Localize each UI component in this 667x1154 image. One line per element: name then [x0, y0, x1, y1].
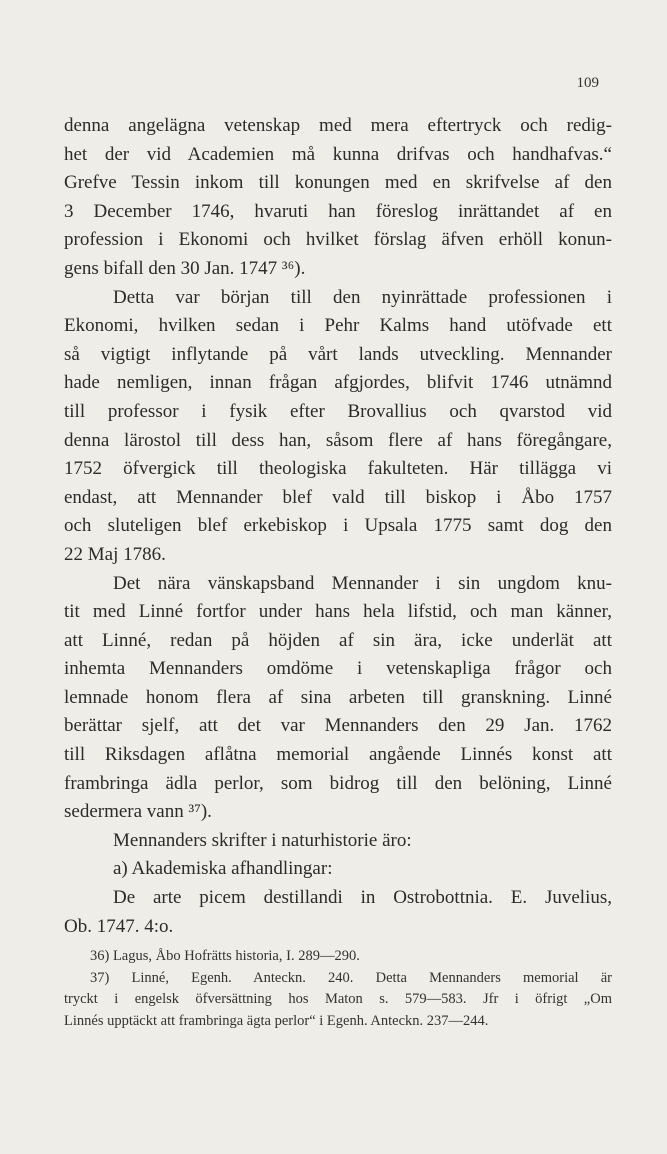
text-line: Ekonomi, hvilken sedan i Pehr Kalms hand utöfvade ett: [64, 315, 612, 337]
page-number: 109: [576, 75, 599, 91]
section-heading: Mennanders skrifter i naturhistorie äro:: [113, 829, 412, 851]
text-line: 22 Maj 1786.: [64, 543, 166, 565]
footnote-line: 36) Lagus, Åbo Hofrätts historia, I. 289—290.: [90, 948, 360, 964]
footnote-line: Linnés upptäckt att frambringa ägta perlor“ i Egenh. Anteckn. 237—244.: [64, 1012, 489, 1029]
text-line: endast, att Mennander blef vald till biskop i Åbo 1757: [64, 486, 612, 508]
footnote-line: 37) Linné, Egenh. Anteckn. 240. Detta Mennanders memorial är: [90, 969, 612, 986]
text-line: så vigtigt inflytande på vårt lands utveckling. Mennander: [64, 343, 612, 365]
text-line: denna angelägna vetenskap med mera eftertryck och redig-: [64, 115, 612, 136]
text-line: till Riksdagen aflåtna memorial angående Linnés konst att: [64, 744, 612, 766]
text-line: 3 December 1746, hvaruti han föreslog inrättandet af en: [64, 200, 612, 222]
text-line: het der vid Academien må kunna drifvas och handhafvas.“: [64, 143, 612, 165]
footnotes: [64, 946, 612, 1032]
text-line: profession i Ekonomi och hvilket förslag äfven erhöll konun-: [64, 229, 612, 251]
text-line: och sluteligen blef erkebiskop i Upsala 1775 samt dog den: [64, 515, 612, 537]
text-line: Grefve Tessin inkom till konungen med en skrifvelse af den: [64, 172, 612, 194]
text-line: berättar sjelf, att det var Mennanders den 29 Jan. 1762: [64, 715, 612, 737]
text-line: tit med Linné fortfor under hans hela lifstid, och man känner,: [64, 601, 612, 623]
text-line: gens bifall den 30 Jan. 1747 ³⁶).: [64, 257, 306, 279]
text-line: Det nära vänskapsband Mennander i sin ungdom knu-: [113, 572, 612, 594]
text-line: att Linné, redan på höjden af sin ära, icke underlät att: [64, 629, 612, 651]
footnote-line: tryckt i engelsk öfversättning hos Maton s. 579—583. Jfr i öfrigt „Om: [64, 991, 612, 1007]
text-line: till professor i fysik efter Brovallius och qvarstod vid: [64, 400, 612, 422]
text-line: inhemta Mennanders omdöme i vetenskapliga frågor och: [64, 658, 612, 680]
text-line: Detta var början till den nyinrättade professionen i: [113, 286, 612, 308]
text-line: sedermera vann ³⁷).: [64, 801, 212, 823]
text-line: lemnade honom flera af sina arbeten till granskning. Linné: [64, 686, 612, 708]
text-line: 1752 öfvergick till theologiska fakulteten. Här tillägga vi: [64, 458, 612, 480]
text-line: hade nemligen, innan frågan afgjordes, blifvit 1746 utnämnd: [64, 372, 612, 394]
text-line: denna lärostol till dess han, såsom flere af hans föregångare,: [64, 429, 612, 451]
text-line: Ob. 1747. 4:o.: [64, 915, 174, 937]
body-text: [64, 112, 612, 941]
text-line: De arte picem destillandi in Ostrobottnia. E. Juvelius,: [113, 887, 612, 909]
text-line: frambringa ädla perlor, som bidrog till den belöning, Linné: [64, 772, 612, 794]
subsection-heading: a) Akademiska afhandlingar:: [113, 858, 333, 880]
